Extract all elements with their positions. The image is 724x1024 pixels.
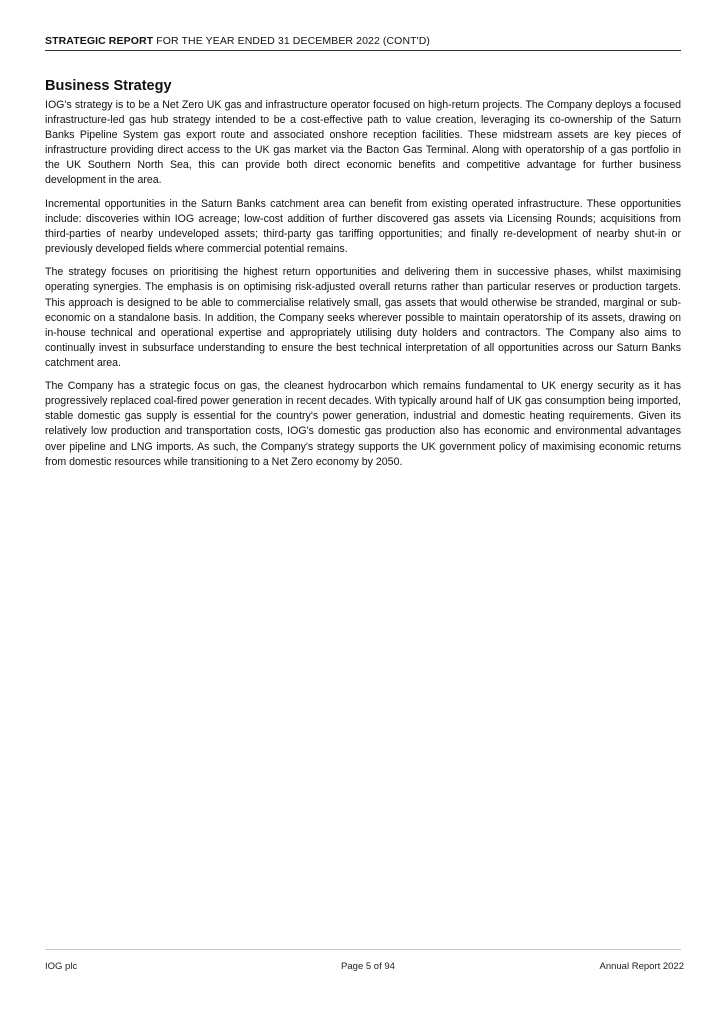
report-section-label: STRATEGIC REPORT	[45, 35, 154, 47]
footer-divider	[45, 949, 681, 950]
paragraph-incremental-opportunities: Incremental opportunities in the Saturn Banks catchment area can benefit from existing operated infrastructure. These opportunities include: discoveries within IOG acreage; low-cost addition of further discovered gas assets via Licensing Rounds; acquisitions from third-parties of nearby undeveloped assets; third-party gas tariffing opportunities; and finally re-development of nearby shut-in or previously developed fields where commercial potential remains.	[45, 197, 681, 256]
report-period: FOR THE YEAR ENDED 31 DECEMBER 2022 (CONT'D)	[156, 35, 431, 47]
paragraph-strategy-overview: IOG's strategy is to be a Net Zero UK gas and infrastructure operator focused on high-return projects. The Company deploys a focused infrastructure-led gas hub strategy intended to be a cost-effective path to value creation, leveraging its co-ownership of the Saturn Banks Pipeline System gas export route and associated onshore reception facilities. These midstream assets are key pieces of infrastructure providing direct access to the UK gas market via the Bacton Gas Terminal. Along with operatorship of a gas portfolio in the UK Southern North Sea, this can provide both direct economic benefits and competitive advantage for further business development in the area.	[45, 99, 681, 187]
main-content	[45, 77, 681, 478]
section-title: Business Strategy	[45, 78, 172, 94]
paragraph-gas-focus: The Company has a strategic focus on gas, the cleanest hydrocarbon which remains fundamental to UK energy security as it has progressively replaced coal-fired power generation in recent decades. With typically around half of UK gas consumption being imported, stable domestic gas supply is essential for the country's power generation, industrial and domestic heating requirements. Given its relatively low production and transportation costs, IOG's domestic gas production also has economic and environmental advantages over pipeline and LNG imports. As such, the Company's strategy supports the UK government policy of maximising economic returns from domestic resources while transitioning to a Net Zero economy by 2050.	[45, 380, 681, 468]
footer-report-name: Annual Report 2022	[599, 961, 684, 972]
page-header	[45, 35, 681, 51]
paragraph-strategy-focus: The strategy focuses on prioritising the highest return opportunities and delivering them in successive phases, whilst maximising operating synergies. The emphasis is on optimising risk-adjusted overall returns rather than particular reserves or production targets. This approach is designed to be able to commercialise relatively small, gas assets that would otherwise be stranded, marginal or sub-economic on a standalone basis. In addition, the Company seeks wherever possible to maintain operatorship of its assets, drawing on in-house technical and operational expertise and appropriately utilising duty holders and contractors. The Company also aims to continually invest in subsurface understanding to ensure the best technical interpretation of all opportunities across our Saturn Banks catchment area.	[45, 266, 681, 369]
footer-page-number: Page 5 of 94	[341, 961, 395, 972]
footer-company: IOG plc	[45, 961, 78, 972]
